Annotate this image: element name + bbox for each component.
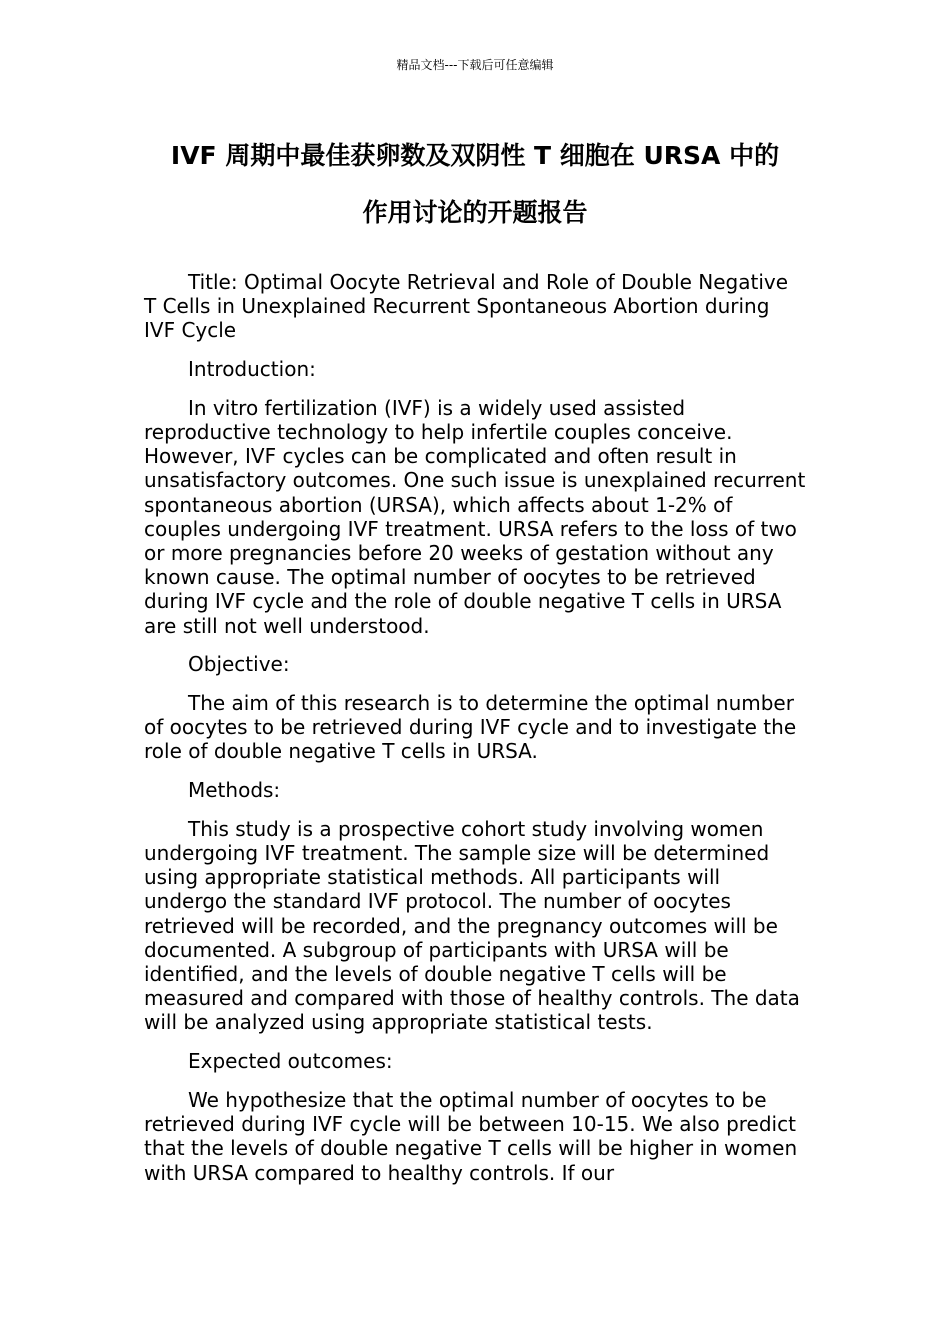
paragraph-objective: The aim of this research is to determine the optimal number of oocytes to be retrieved during IVF cycle and to investigate the role of double negative T cells in URSA. [144, 691, 797, 764]
document-title-line-2: 作用讨论的开题报告 [362, 198, 588, 227]
paragraph-methods: This study is a prospective cohort study involving women undergoing IVF treatment. The sample size will be determined using appropriate statistical methods. All participants will undergo the standard IVF protocol. The number of oocytes retrieved will be recorded, and the pregnancy outcomes will be documented. A subgroup of participants with URSA will be identified, and the levels of double negative T cells will be measured and compared with those of healthy controls. The data will be analyzed using appropriate statistical tests. [144, 816, 800, 1035]
heading-methods: Methods: [188, 778, 281, 803]
heading-introduction: Introduction: [188, 357, 316, 382]
header-note: 精品文档---下载后可任意编辑 [396, 58, 554, 72]
document-title-line-1: IVF 周期中最佳获卵数及双阴性 T 细胞在 URSA 中的 [170, 141, 780, 170]
document-body [144, 270, 806, 1199]
paragraph-expected-outcomes: We hypothesize that the optimal number of oocytes to be retrieved during IVF cycle will be between 10-15. We also predict that the levels of double negative T cells will be higher in women with URSA compared to healthy controls. If our [144, 1087, 798, 1185]
paragraph-introduction: In vitro fertilization (IVF) is a widely used assisted reproductive technology to help infertile couples conceive. However, IVF cycles can be complicated and often result in unsatisfactory outcomes. One such issue is unexplained recurrent spontaneous abortion (URSA), which affects about 1-2% of couples undergoing IVF treatment. URSA refers to the loss of two or more pregnancies before 20 weeks of gestation without any known cause. The optimal number of oocytes to be retrieved during IVF cycle and the role of double negative T cells in URSA are still not well understood. [144, 395, 806, 638]
paragraph-title: Title: Optimal Oocyte Retrieval and Role of Double Negative T Cells in Unexplained Recurrent Spontaneous Abortion during IVF Cycle [144, 270, 789, 343]
heading-expected-outcomes: Expected outcomes: [188, 1049, 393, 1074]
heading-objective: Objective: [188, 652, 290, 677]
